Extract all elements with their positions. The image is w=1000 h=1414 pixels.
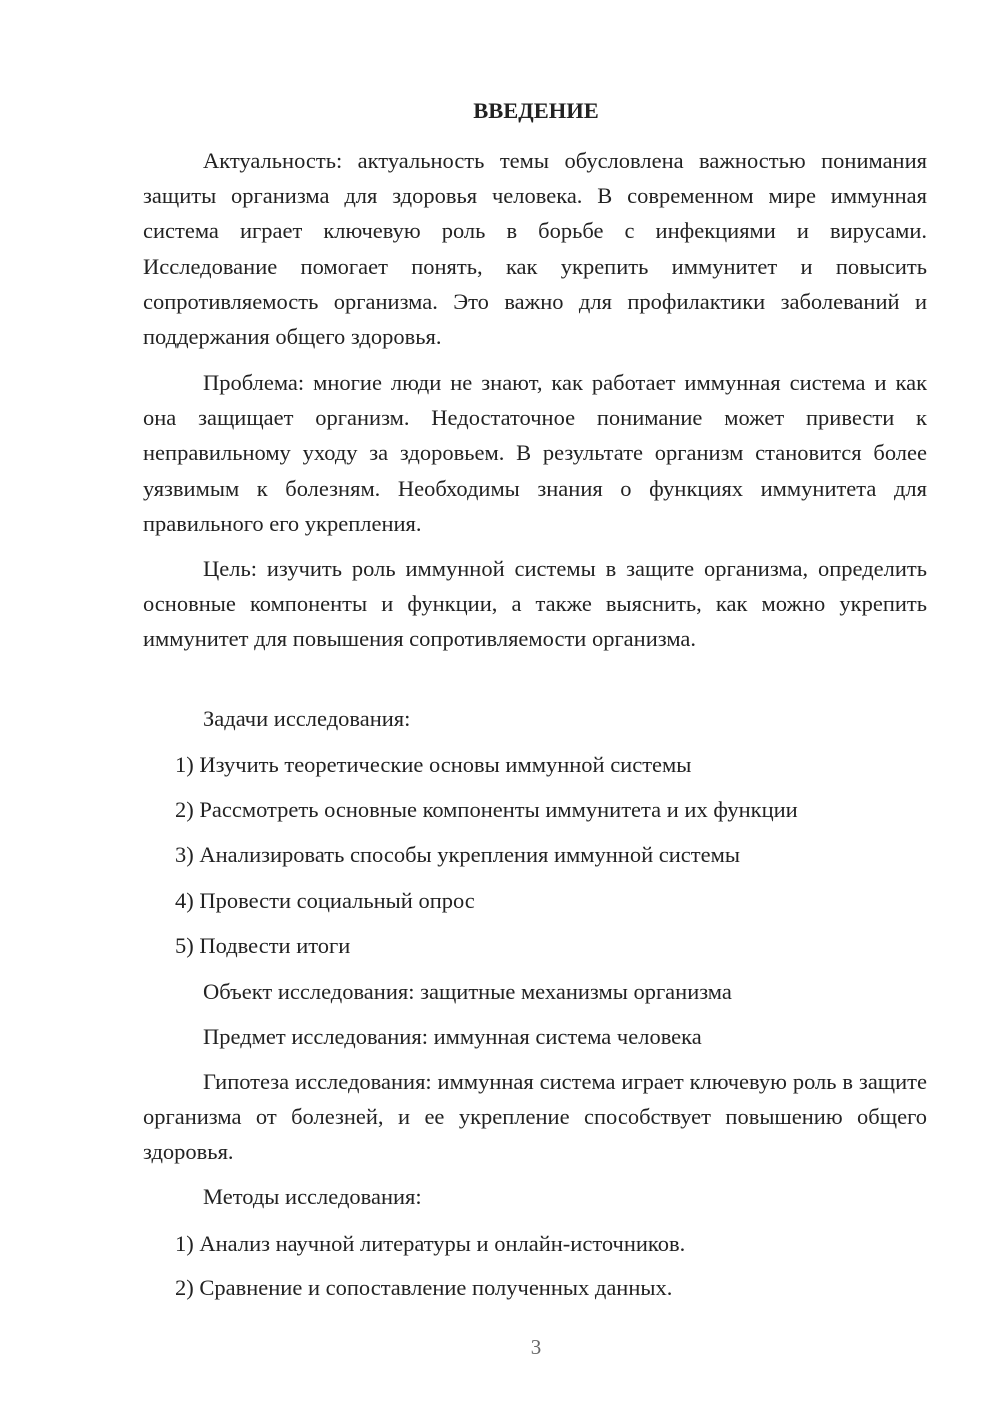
goal-paragraph: Цель: изучить роль иммунной системы в защите организма, определить основные компоненты и функции, а также выяснить, как можно укрепить иммунитет для повышения сопротивляемости организма. (143, 556, 927, 652)
hypothesis-paragraph: Гипотеза исследования: иммунная система играет ключевую роль в защите организма от болезней, и ее укрепление способствует повышению общего здоровья. (143, 1069, 927, 1165)
tasks-heading: Задачи исследования: (203, 706, 411, 731)
task-item: 1) Изучить теоретические основы иммунной системы (175, 752, 692, 777)
task-item: 2) Рассмотреть основные компоненты иммунитета и их функции (175, 797, 798, 822)
method-item: 1) Анализ научной литературы и онлайн-источников. (175, 1231, 686, 1256)
task-item: 4) Провести социальный опрос (175, 888, 475, 913)
object-line: Объект исследования: защитные механизмы организма (203, 979, 732, 1004)
methods-heading: Методы исследования: (203, 1184, 422, 1209)
task-item: 3) Анализировать способы укрепления иммунной системы (175, 842, 740, 867)
task-item: 5) Подвести итоги (175, 933, 351, 958)
problem-paragraph: Проблема: многие люди не знают, как работает иммунная система и как она защищает организм. Недостаточное понимание может привести к неправильному уходу за здоровьем. В результате организм становится более уязвимым к болезням. Необходимы знания о функциях иммунитета для правильного его укрепления. (143, 370, 927, 536)
method-item: 2) Сравнение и сопоставление полученных данных. (175, 1275, 673, 1300)
relevance-paragraph: Актуальность: актуальность темы обусловлена важностью понимания защиты организма для здоровья человека. В современном мире иммунная система играет ключевую роль в борьбе с инфекциями и вирусами. Исследование помогает понять, как укрепить иммунитет и повысить сопротивляемость организма. Это важно для профилактики заболеваний и поддержания общего здоровья. (143, 148, 927, 350)
page-number: 3 (530, 1335, 542, 1359)
subject-line: Предмет исследования: иммунная система человека (203, 1024, 702, 1049)
page-title: ВВЕДЕНИЕ (473, 98, 599, 123)
